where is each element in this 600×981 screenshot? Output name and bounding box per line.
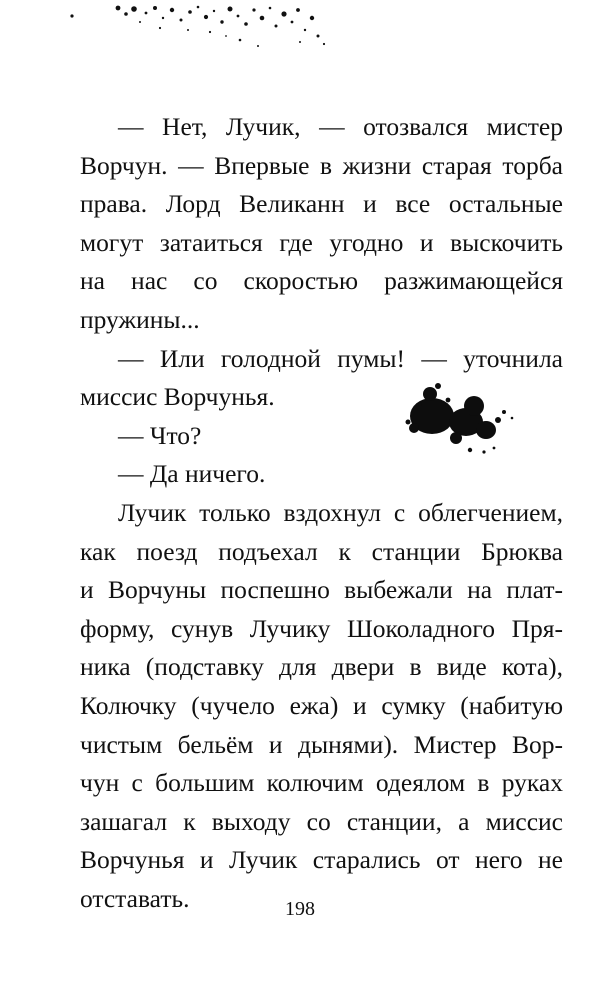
text-line: — Что?	[118, 420, 202, 450]
body-text	[80, 108, 563, 918]
page-number: 198	[285, 898, 315, 920]
text-line: Ворчунья и Лучик старались от него не	[80, 845, 563, 875]
text-line: на нас со скоростью разжимающейся	[80, 266, 563, 296]
text-line: Ворчун. — Впервые в жизни старая торба	[80, 150, 563, 180]
text-line: отставать.	[80, 883, 190, 913]
text-line: форму, сунув Лучику Шоколадного Пря-	[80, 613, 563, 643]
ink-splatter-decoration	[0, 0, 600, 60]
text-line: могут затаиться где угодно и выскочить	[80, 227, 563, 257]
text-line: ника (подставку для двери в виде кота),	[80, 652, 563, 682]
text-line: — Нет, Лучик, — отозвался мистер	[118, 112, 563, 141]
text-line: — Да ничего.	[118, 459, 266, 489]
text-line: как поезд подъехал к станции Брюква	[80, 536, 563, 566]
text-line: чистым бельём и дынями). Мистер Вор-	[80, 729, 563, 759]
text-line: миссис Ворчунья.	[80, 382, 275, 412]
text-line: чун с большим колючим одеялом в руках	[80, 768, 563, 798]
text-line: и Ворчуны поспешно выбежали на плат-	[80, 575, 563, 605]
text-line: — Или голодной пумы! — уточнила	[118, 343, 563, 373]
text-line: Лучик только вздохнул с облегчением,	[118, 497, 563, 527]
text-line: права. Лорд Великанн и все остальные	[80, 189, 563, 219]
text-line: зашагал к выходу со станции, а миссис	[80, 806, 563, 836]
text-line: пружины...	[80, 304, 200, 334]
text-line: Колючку (чучело ежа) и сумку (набитую	[80, 690, 563, 720]
